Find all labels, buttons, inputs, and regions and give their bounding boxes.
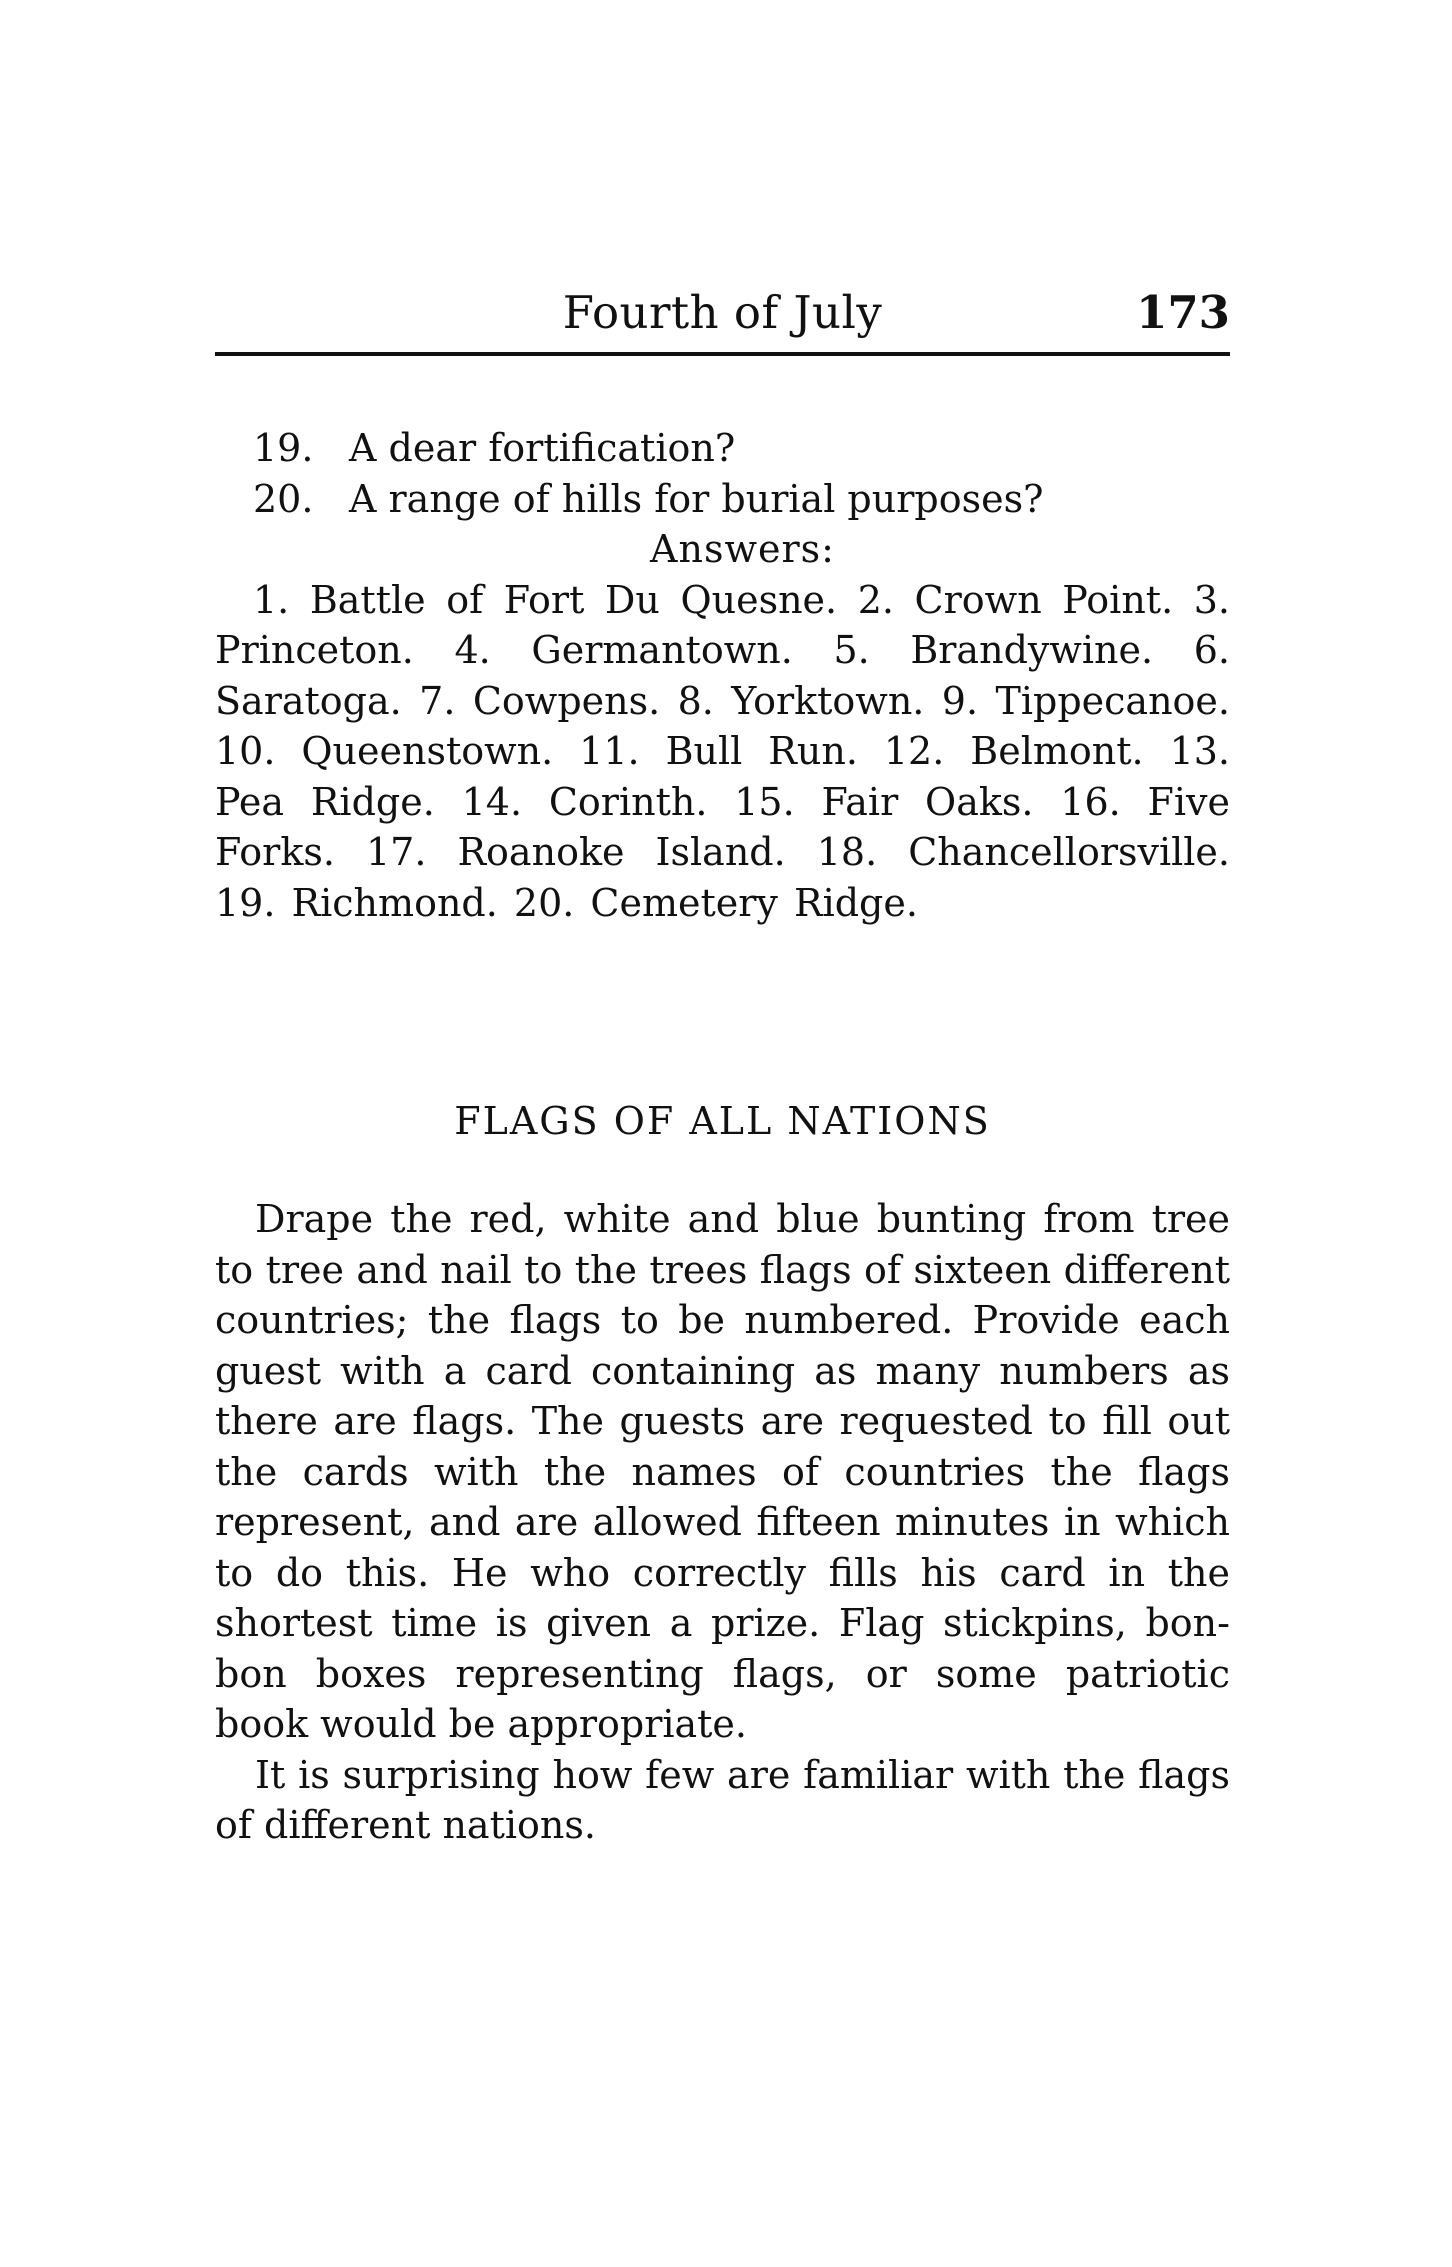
section-heading: FLAGS OF ALL NATIONS [454,1099,991,1143]
answers-heading: Answers: [650,527,835,571]
question-number: 19. [253,426,314,470]
section-body [215,1194,1230,1851]
header-rule [215,352,1230,356]
question-number: 20. [253,476,314,521]
question-item [215,474,1230,525]
question-text: A range of hills for burial purposes? [349,476,1044,521]
running-title: Fourth of July [562,286,883,339]
questions-and-answers [215,423,1230,928]
page-number: 173 [1136,286,1230,339]
question-text: A dear fortification? [349,426,736,470]
question-item [215,423,1230,474]
paragraph: Drape the red, white and blue bunting from tree to tree and nail to the trees flags of sixteen different countries; the flags to be numbered. Provide each guest with a card containing as many numbers as there are flags. The guests are requested to fill out the cards with the names of countries the flags represent, and are allowed fifteen minutes in which to do this. He who correctly fills his card in the shortest time is given a prize. Flag stickpins, bon-bon boxes representing flags, or some patriotic book would be appropriate. [215,1197,1230,1746]
running-head [215,280,1230,350]
paragraph: It is surprising how few are familiar with the flags of different nations. [215,1752,1230,1847]
answers-text: 1. Battle of Fort Du Quesne. 2. Crown Point. 3. Princeton. 4. Germantown. 5. Brandywine. 6. Saratoga. 7. Cowpens. 8. Yorktown. 9. Tippecanoe. 10. Queenstown. 11. Bull Run. 12. Belmont. 13. Pea Ridge. 14. Corinth. 15. Fair Oaks. 16. Five Forks. 17. Roanoke Island. 18. Chancellorsville. 19. Richmond. 20. Cemetery Ridge. [215,577,1230,925]
